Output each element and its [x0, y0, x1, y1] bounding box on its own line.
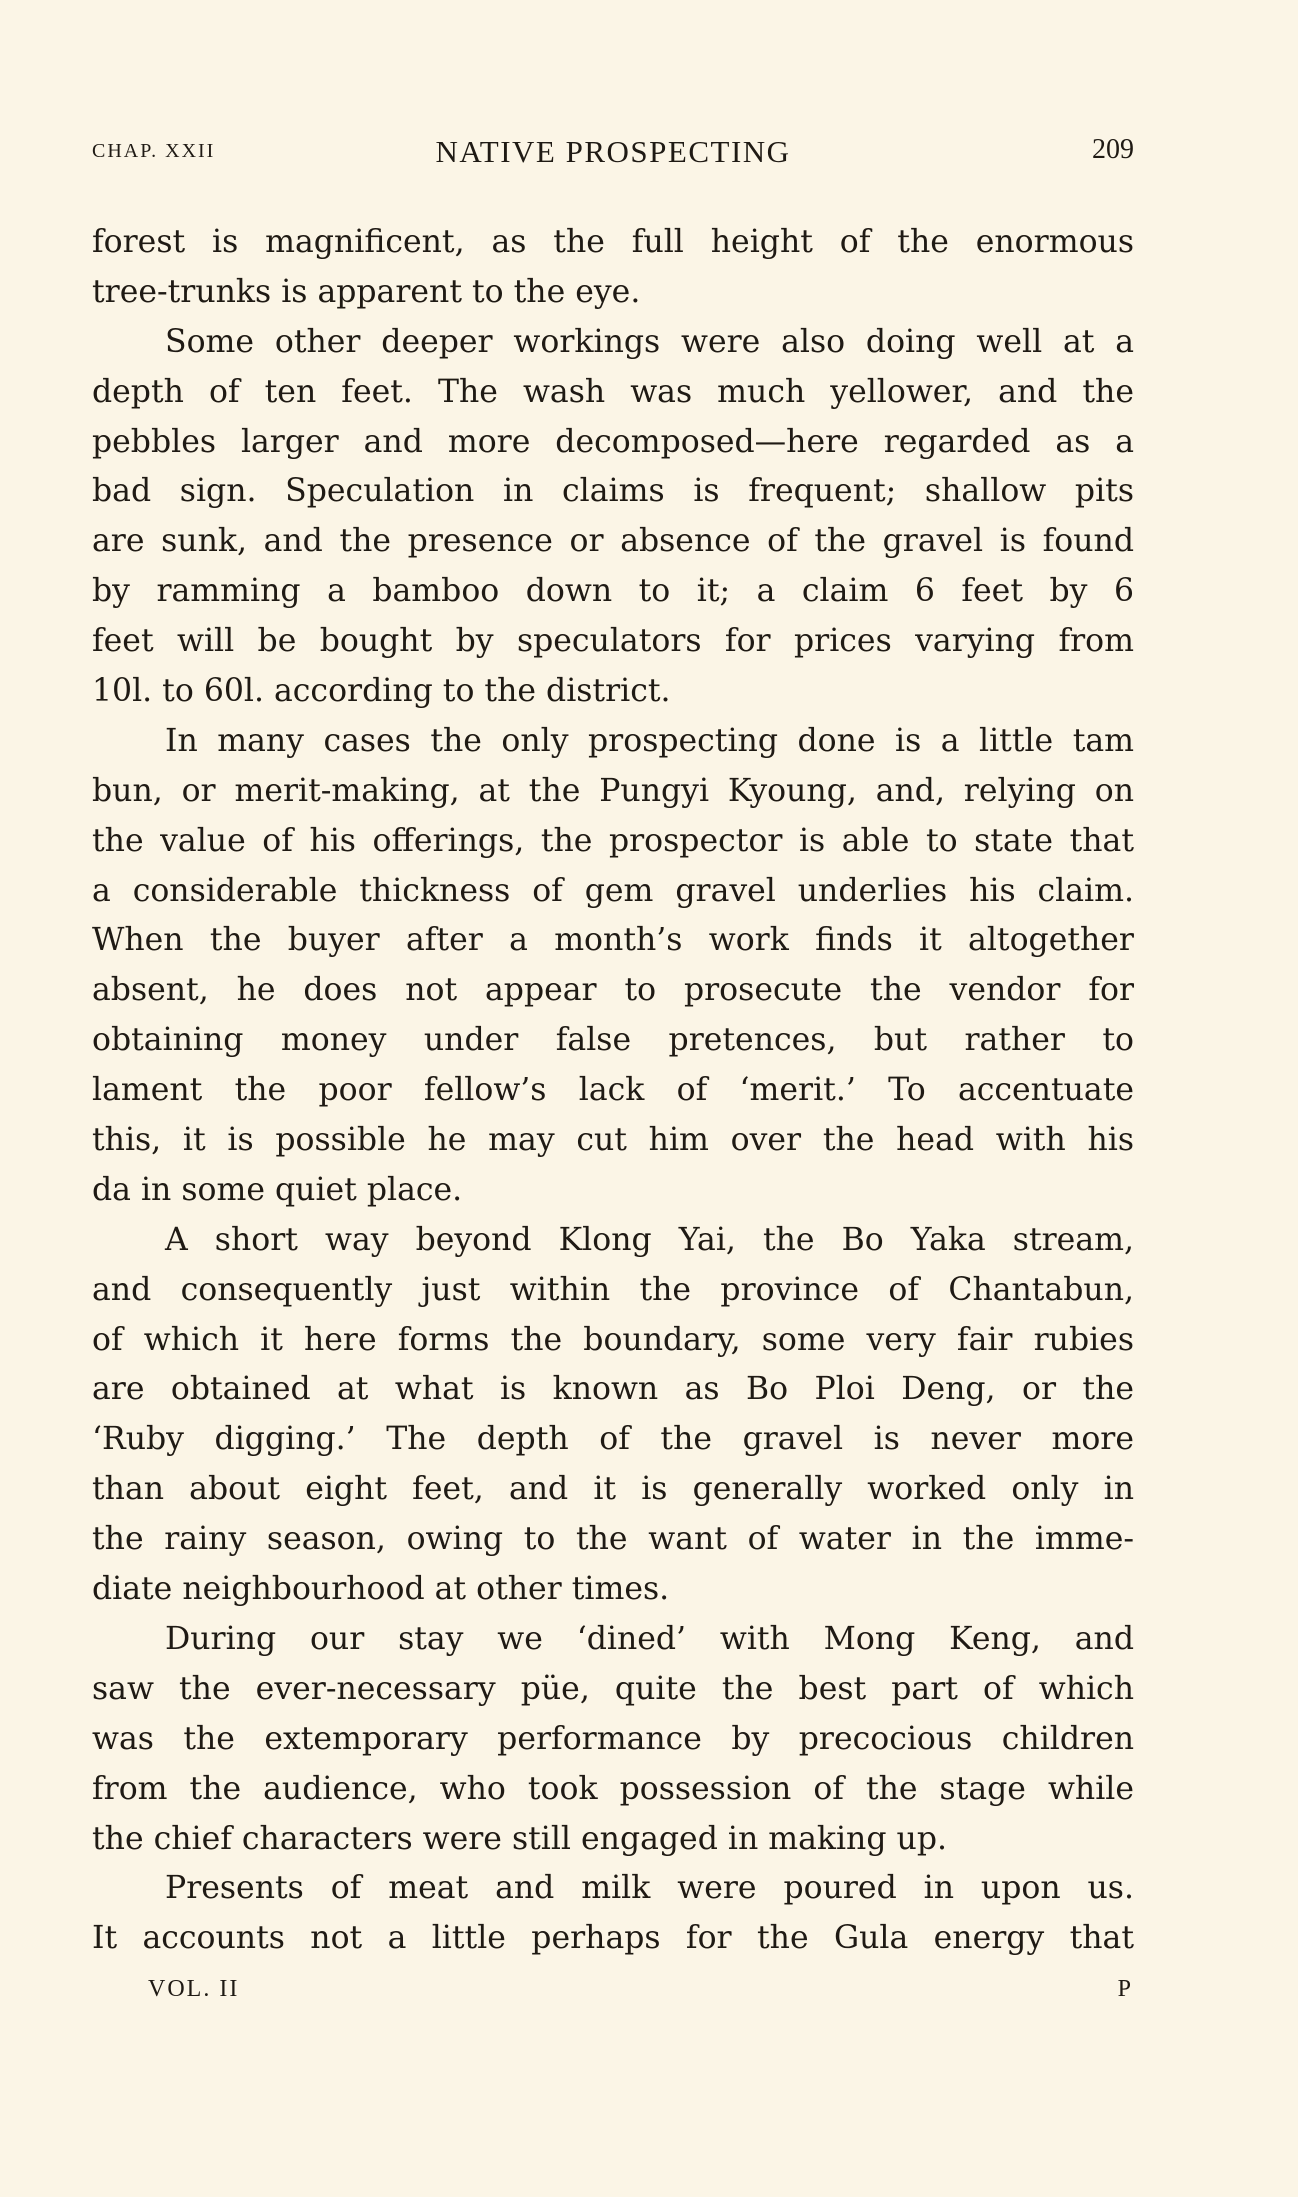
text-line: are sunk, and the presence or absence of the gravel is found — [92, 523, 1134, 560]
text-line: In many cases the only prospecting done is a little tam — [165, 722, 1134, 759]
text-line: pebbles larger and more decomposed—here regarded as a — [92, 423, 1134, 460]
text-line: Some other deeper workings were also doing well at a — [165, 323, 1134, 360]
text-line: 10l. to 60l. according to the district. — [92, 673, 671, 710]
text-line: obtaining money under false pretences, but rather to — [92, 1022, 1134, 1059]
text-line: da in some quiet place. — [92, 1171, 463, 1208]
text-line: tree-trunks is apparent to the eye. — [92, 273, 641, 310]
text-line: absent, he does not appear to prosecute the vendor for — [92, 972, 1134, 1009]
text-line: bun, or merit-making, at the Pungyi Kyoung, and, relying on — [92, 772, 1134, 809]
page-number: 209 — [1092, 134, 1134, 165]
text-line: During our stay we ‘dined’ with Mong Keng, and — [165, 1620, 1134, 1657]
text-line: A short way beyond Klong Yai, the Bo Yaka stream, — [165, 1221, 1134, 1258]
text-line: from the audience, who took possession of the stage while — [92, 1770, 1134, 1807]
text-line: by ramming a bamboo down to it; a claim 6 feet by 6 — [92, 573, 1134, 610]
text-line: than about eight feet, and it is generally worked only in — [92, 1471, 1134, 1508]
text-line: bad sign. Speculation in claims is frequent; shallow pits — [92, 473, 1134, 510]
chapter-label: CHAP. XXII — [92, 140, 216, 162]
text-line: Presents of meat and milk were poured in upon us. — [165, 1870, 1134, 1907]
page-footer — [92, 1976, 1134, 2016]
text-line: this, it is possible he may cut him over the head with his — [92, 1122, 1134, 1159]
volume-label: VOL. II — [148, 1976, 240, 2002]
text-line: saw the ever-necessary püe, quite the best part of which — [92, 1670, 1134, 1707]
text-line: a considerable thickness of gem gravel underlies his claim. — [92, 872, 1134, 909]
text-line: feet will be bought by speculators for prices varying from — [92, 623, 1134, 660]
text-line: depth of ten feet. The wash was much yellower, and the — [92, 373, 1134, 410]
text-line: When the buyer after a month’s work finds it altogether — [92, 922, 1134, 959]
text-line: lament the poor fellow’s lack of ‘merit.’ To accentuate — [92, 1072, 1134, 1109]
text-line: diate neighbourhood at other times. — [92, 1571, 670, 1608]
text-line: forest is magnificent, as the full height of the enormous — [92, 224, 1134, 260]
text-line: and consequently just within the province of Chantabun, — [92, 1271, 1134, 1308]
text-line: of which it here forms the boundary, some very fair rubies — [92, 1321, 1134, 1358]
signature-mark: P — [1117, 1976, 1131, 2002]
running-head — [92, 134, 1134, 174]
text-line: ‘Ruby digging.’ The depth of the gravel is never more — [92, 1421, 1134, 1458]
body-text — [92, 218, 1134, 1964]
text-line: was the extemporary performance by precocious children — [92, 1720, 1134, 1757]
text-line: It accounts not a little perhaps for the Gula energy that — [92, 1920, 1134, 1957]
text-line: the chief characters were still engaged in making up. — [92, 1820, 947, 1857]
page-title: NATIVE PROSPECTING — [435, 134, 791, 169]
text-line: the rainy season, owing to the want of water in the imme- — [92, 1521, 1134, 1558]
text-line: the value of his offerings, the prospector is able to state that — [92, 822, 1134, 859]
text-line: are obtained at what is known as Bo Ploi Deng, or the — [92, 1371, 1134, 1408]
